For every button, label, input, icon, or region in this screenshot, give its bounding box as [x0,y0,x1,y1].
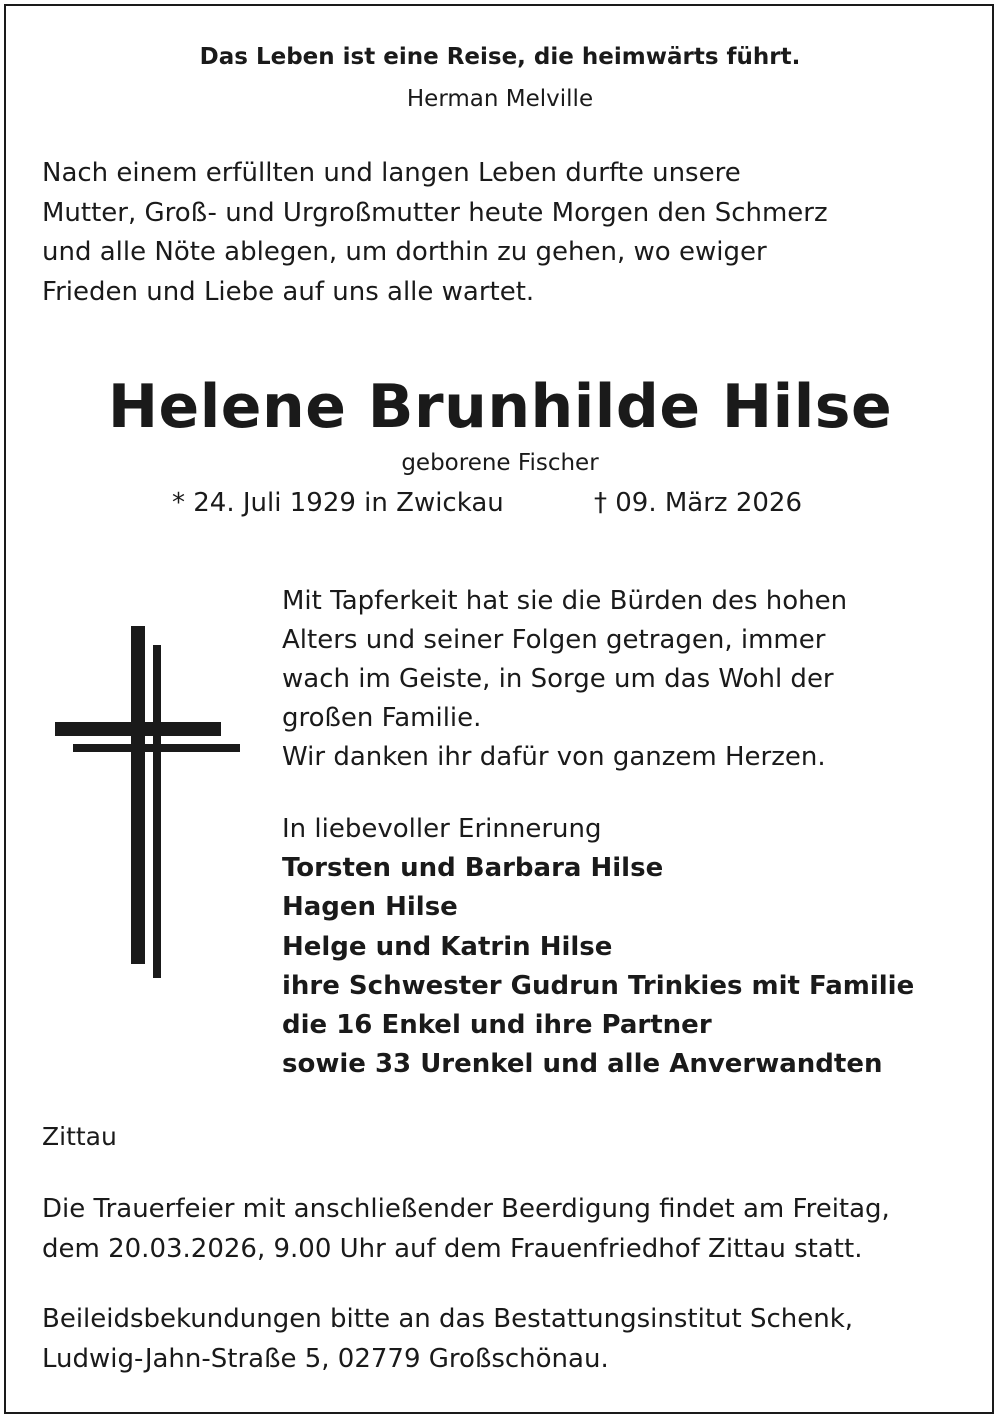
motto-quote: Das Leben ist eine Reise, die heimwärts führt. [199,44,801,70]
mourners-intro: In liebevoller Erinnerung [282,814,602,844]
birth-name: geborene Fischer [401,450,599,476]
funeral-line: dem 20.03.2026, 9.00 Uhr auf dem Frauenfriedhof Zittau statt. [42,1233,863,1264]
mourner-name: Hagen Hilse [282,892,458,923]
motto-author: Herman Melville [406,86,594,112]
place: Zittau [42,1122,117,1151]
condolence-info [42,1300,853,1379]
mourner-name: ihre Schwester Gudrun Trinkies mit Familie [282,970,915,1001]
tribute-line: Wir danken ihr dafür von ganzem Herzen. [282,742,826,772]
tribute-text [282,582,847,777]
tribute-line: Mit Tapferkeit hat sie die Bürden des hohen [282,586,848,616]
intro-text [42,154,962,312]
deceased-name: Helene Brunhilde Hilse [107,372,893,442]
mourner-name: sowie 33 Urenkel und alle Anverwandten [282,1049,883,1080]
tribute-line: Alters und seiner Folgen getragen, immer [282,625,826,655]
tribute-line: großen Familie. [282,703,482,733]
funeral-info [42,1190,890,1269]
mourner-name: Helge und Katrin Hilse [282,931,613,962]
condolence-line: Beileidsbekundungen bitte an das Bestattungsinstitut Schenk, [42,1304,854,1334]
mourner-name: die 16 Enkel und ihre Partner [282,1010,712,1041]
mourner-name: Torsten und Barbara Hilse [282,853,664,884]
tribute-line: wach im Geiste, in Sorge um das Wohl der [282,664,834,694]
intro-line: Frieden und Liebe auf uns alle wartet. [42,276,535,307]
intro-line: und alle Nöte ablegen, um dorthin zu gehen, wo ewiger [42,237,767,267]
funeral-line: Die Trauerfeier mit anschließender Beerdigung findet am Freitag, [42,1194,890,1224]
birth-date: * 24. Juli 1929 in Zwickau [172,488,504,518]
mourners-list [282,810,914,1084]
death-date: † 09. März 2026 [594,488,803,518]
condolence-line: Ludwig-Jahn-Straße 5, 02779 Großschönau. [42,1343,609,1374]
intro-line: Mutter, Groß- und Urgroßmutter heute Morgen den Schmerz [42,197,828,228]
intro-line: Nach einem erfüllten und langen Leben durfte unsere [42,158,741,188]
